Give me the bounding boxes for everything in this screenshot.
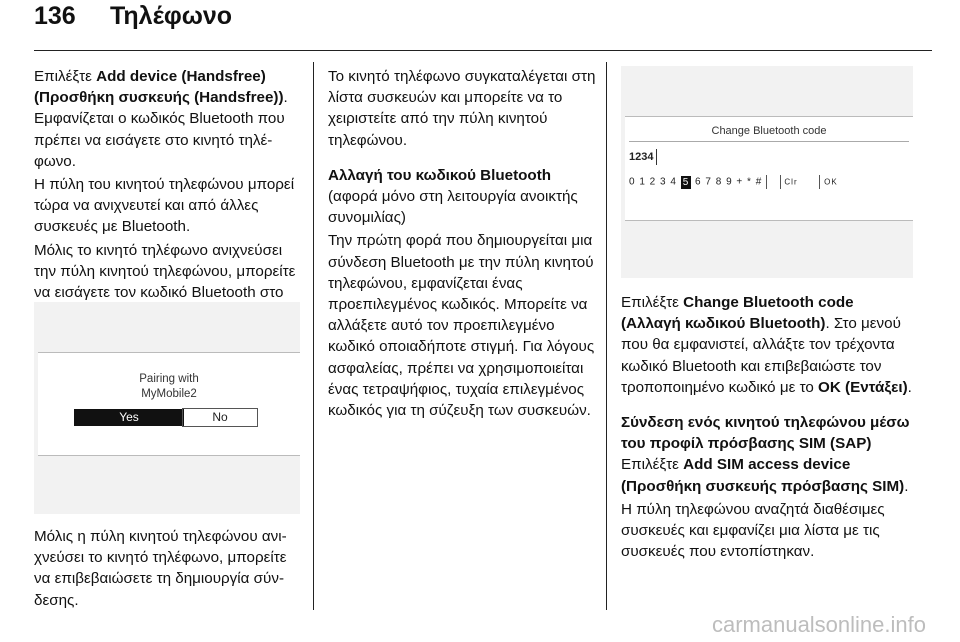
separator	[766, 175, 767, 189]
column-divider-2	[606, 62, 607, 610]
keypad-digits-rest[interactable]: 6 7 8 9 + * #	[695, 176, 763, 188]
pairing-title: Pairing with	[139, 373, 199, 385]
column-1-bottom	[34, 526, 300, 611]
code-value: 1234	[629, 150, 654, 163]
text: Επιλέξτε	[621, 294, 684, 311]
paragraph-search-devices: Η πύλη τηλεφώνου αναζητά διαθέσιμες συσκευές και εμφανίζει μια λίστα με τις συσκευές που εντοπίστηκαν.	[621, 500, 885, 561]
header-rule	[34, 50, 932, 51]
section-heading-sap: Σύνδεση ενός κινητού τηλεφώνου μέσω του προφίλ πρόσβασης SIM (SAP)	[621, 414, 910, 453]
menu-item-ref: Change Bluetooth code (Αλλαγή κωδικού Bluetooth)	[621, 294, 854, 333]
paragraph-confirm: Μόλις η πύλη κινητού τηλεφώνου ανιχνεύσει το κινητό τηλέφωνο, μπορείτε να επιβεβαιώσετε τη δημιουργία σύνδεσης.	[34, 528, 287, 609]
section-heading-change-code: Αλλαγή του κωδικού Bluetooth	[328, 166, 552, 184]
text: .	[907, 378, 912, 396]
menu-item-ref: Add device (Handsfree) (Προσθήκη συσκευής (Handsfree))	[34, 68, 284, 107]
text: .	[904, 477, 909, 495]
page-title: Τηλέφωνο	[110, 2, 233, 30]
separator	[819, 175, 820, 189]
menu-item-ref: Add SIM access device (Προσθήκη συσκευής πρόσβασης SIM)	[621, 456, 905, 495]
no-button[interactable]: No	[182, 408, 258, 427]
paragraph-change-code	[621, 292, 913, 398]
text: Επιλέξτε	[34, 68, 97, 85]
text: . Εμφανίζεται ο κωδικός Bluetooth που πρέπει να εισάγετε στο κινητό τηλέφωνο.	[34, 89, 288, 170]
text-cursor	[656, 149, 657, 165]
keypad[interactable]	[629, 175, 838, 189]
watermark: carmanualsonline.info	[711, 612, 926, 637]
column-1	[34, 66, 300, 324]
clear-key[interactable]: Clr	[784, 177, 798, 187]
code-input[interactable]	[629, 149, 657, 165]
paragraph-default-code: Την πρώτη φορά που δημιουργείται μια σύνδεση Bluetooth με την πύλη κινητού τηλεφώνου, εμφανίζεται ένας προεπιλεγμένος κωδικός. Μπορείτε να αλλάξετε αυτό τον προεπιλεγμένο κωδικό οποιαδήποτε στιγμή. Για λόγους ασφαλείας, πρέπει να χρησιμοποιείται ένας τετραψήφιος, τυχαία επιλεγμένος κωδικός για τη σύζευξη των συσκευών.	[328, 232, 595, 420]
menu-item-ref: OK (Εντάξει)	[818, 378, 908, 396]
title-rule	[629, 141, 909, 142]
paragraph-device-list: Το κινητό τηλέφωνο συγκαταλέγεται στη λίστα συσκευών και μπορείτε να το χειριστείτε από την πύλη κινητού τηλεφώνου.	[328, 68, 596, 149]
text: . Στο μενού που θα εμφανιστεί, αλλάξτε τον τρέχοντα κωδικό Bluetooth και επιβεβαιώστε τον τροποποιημένο κωδικό με το	[621, 315, 901, 396]
display-screen	[625, 116, 913, 221]
column-divider-1	[313, 62, 314, 610]
paragraph-handsfree-note: (αφορά μόνο στη λειτουργία ανοικτής συνομιλίας)	[328, 188, 578, 227]
display-screen	[38, 352, 300, 456]
page-number: 136	[34, 2, 76, 30]
column-2	[328, 66, 596, 421]
pairing-device-name: MyMobile2	[141, 388, 197, 400]
paragraph-detectable: Η πύλη του κινητού τηλεφώνου μπορεί τώρα να ανιχνευτεί και από άλλες συσκευές με Bluetooth.	[34, 176, 295, 236]
pairing-screen-photo	[34, 302, 300, 514]
paragraph-add-device	[34, 66, 300, 172]
yes-button[interactable]: Yes	[74, 409, 184, 426]
separator	[780, 175, 781, 189]
ok-key[interactable]: OK	[824, 177, 838, 187]
change-code-title: Change Bluetooth code	[711, 125, 827, 137]
column-3	[621, 292, 913, 562]
change-code-screen-photo	[621, 66, 913, 278]
text: Επιλέξτε	[621, 456, 684, 474]
keypad-digits[interactable]: 0 1 2 3 4	[629, 176, 677, 188]
keypad-selected-key[interactable]: 5	[682, 176, 690, 188]
paragraph-add-sim	[621, 454, 913, 496]
paragraph-enter-code: Μόλις το κινητό τηλέφωνο ανιχνεύσει την πύλη κινητού τηλεφώνου, μπορείτε να εισάγετε τον κωδικό Bluetooth στο	[34, 241, 296, 302]
